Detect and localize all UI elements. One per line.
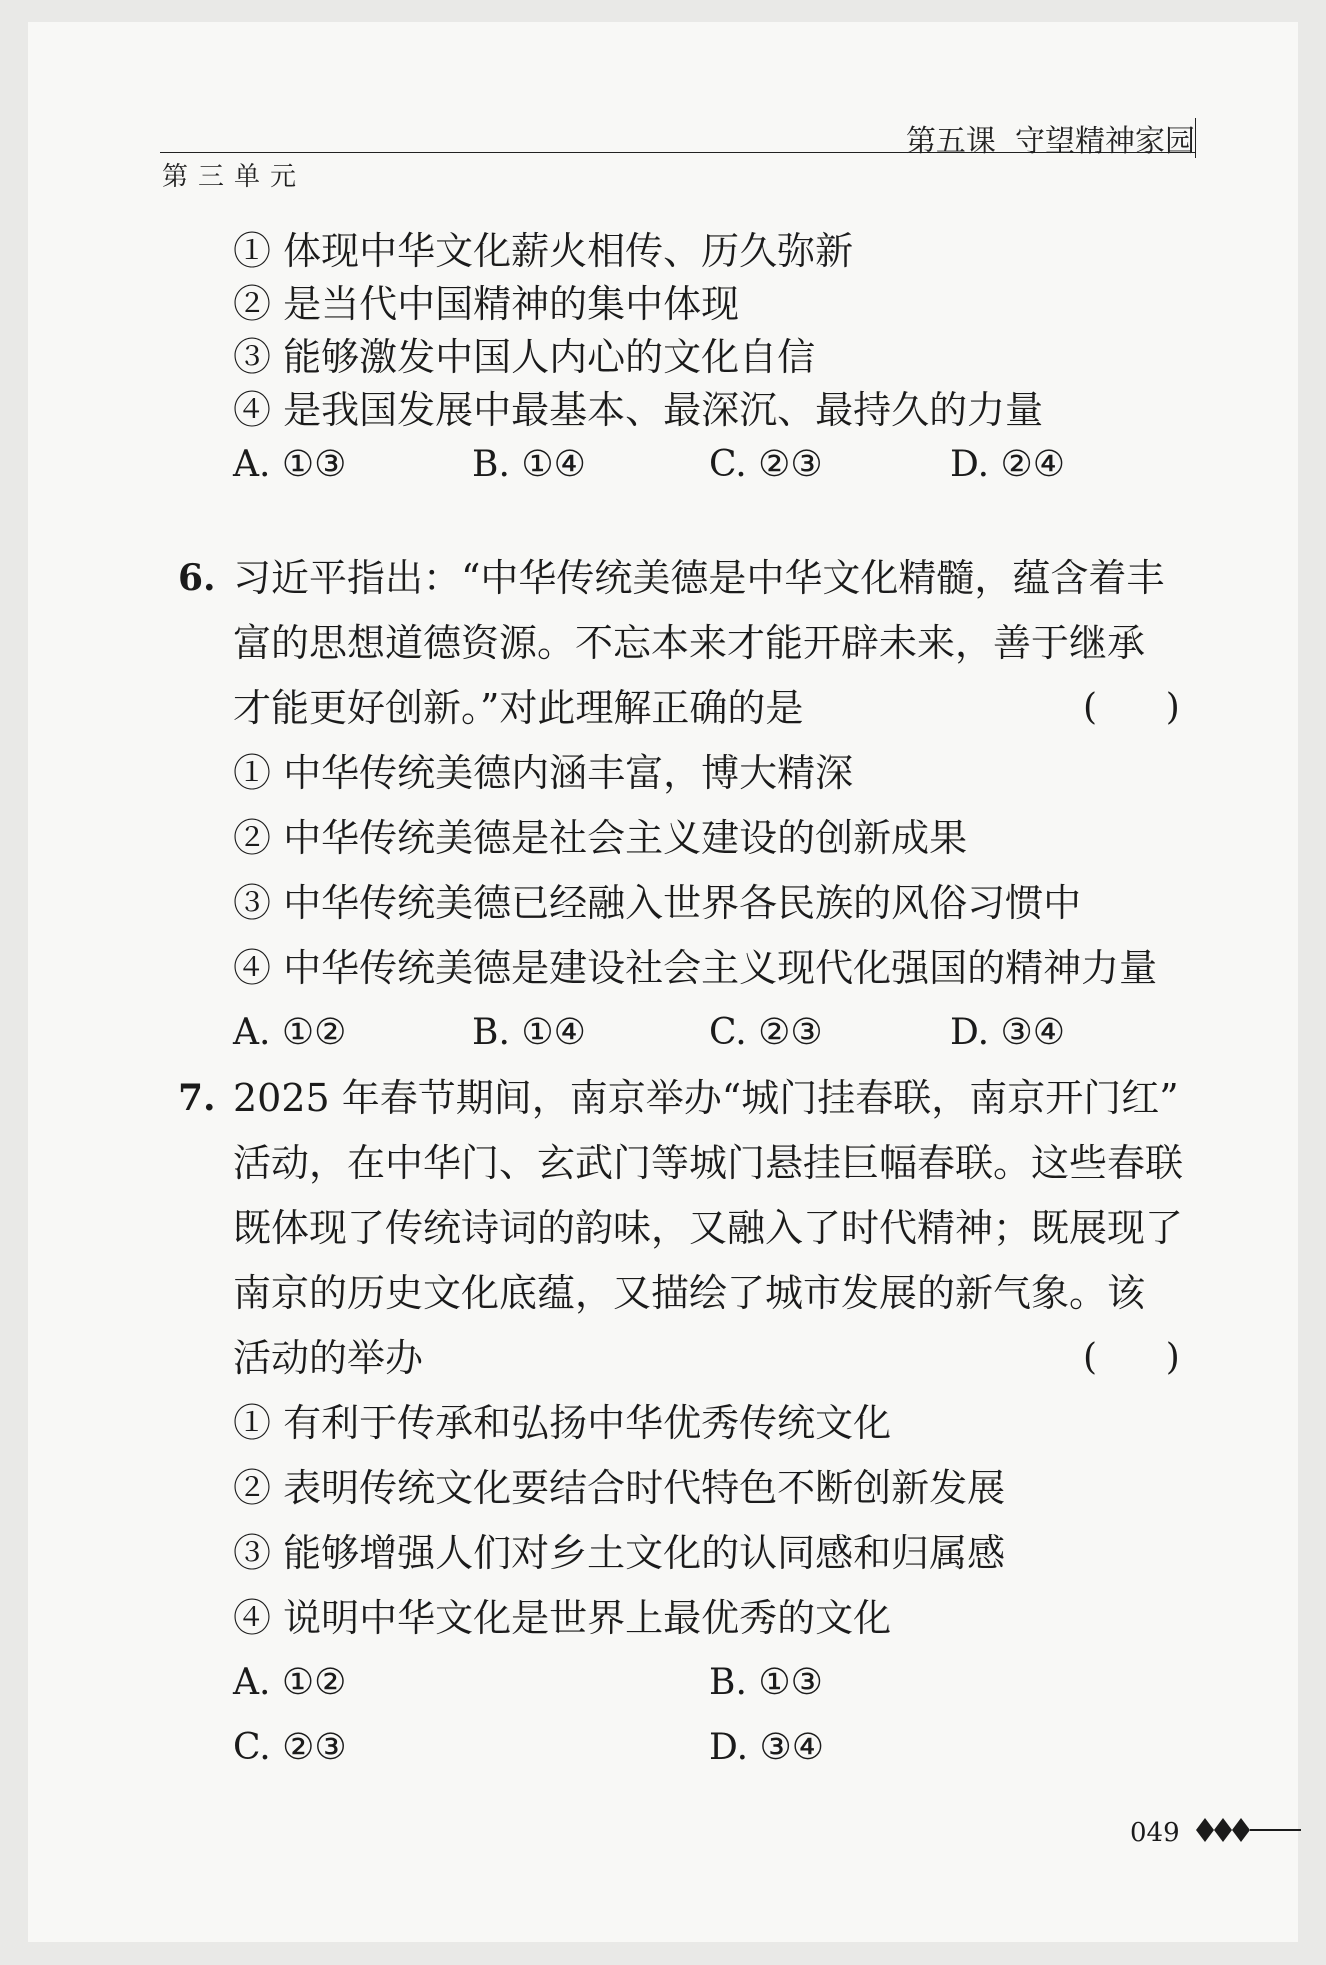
q7-statement: ③ 能够增强人们对乡土文化的认同感和归属感 [233,1531,1006,1575]
q6-option-c: C. ②③ [709,1012,823,1053]
q7-option-d: D. ③④ [709,1727,825,1768]
q7-stem-line: 2025 年春节期间，南京举办“城门挂春联，南京开门红” [233,1076,1179,1120]
q7-stem-line: 既体现了传统诗词的韵味，又融入了时代精神；既展现了 [233,1206,1184,1250]
unit-title: 第三单元 [162,162,307,192]
q5-statement: ③ 能够激发中国人内心的文化自信 [233,335,816,379]
q6-statement: ② 中华传统美德是社会主义建设的创新成果 [233,816,968,860]
q5-statement: ② 是当代中国精神的集中体现 [233,282,740,326]
q7-statement: ② 表明传统文化要结合时代特色不断创新发展 [233,1466,1006,1510]
q5-option-d: D. ②④ [950,444,1066,485]
q7-statement: ① 有利于传承和弘扬中华优秀传统文化 [233,1401,892,1445]
q7-option-b: B. ①③ [709,1662,823,1703]
q7-option-a: A. ①② [233,1662,347,1703]
q6-option-a: A. ①② [233,1012,347,1053]
header-divider [1195,118,1196,158]
lesson-title: 第五课 守望精神家园 [905,124,1195,159]
q5-statement: ① 体现中华文化薪火相传、历久弥新 [233,229,854,273]
diamond-ornament-icon [1196,1812,1301,1848]
q7-stem-line: 活动的举办 [233,1336,424,1380]
q6-answer-blank: ( ) [1083,687,1180,728]
q6-stem-line: 习近平指出：“中华传统美德是中华文化精髓，蕴含着丰 [233,556,1165,600]
q7-statement: ④ 说明中华文化是世界上最优秀的文化 [233,1596,892,1640]
q5-option-a: A. ①③ [233,444,347,485]
page-number: 049 [1130,1818,1180,1848]
q7-stem-line: 南京的历史文化底蕴，又描绘了城市发展的新气象。该 [233,1271,1146,1315]
q6-number: 6. [178,557,216,599]
q5-option-c: C. ②③ [709,444,823,485]
q6-option-b: B. ①④ [472,1012,586,1053]
q7-option-c: C. ②③ [233,1727,347,1768]
q6-statement: ③ 中华传统美德已经融入世界各民族的风俗习惯中 [233,881,1082,925]
q6-statement: ④ 中华传统美德是建设社会主义现代化强国的精神力量 [233,946,1158,990]
q5-statement: ④ 是我国发展中最基本、最深沉、最持久的力量 [233,388,1044,432]
q7-stem-line: 活动，在中华门、玄武门等城门悬挂巨幅春联。这些春联 [233,1141,1184,1185]
q6-option-d: D. ③④ [950,1012,1066,1053]
q6-statement: ① 中华传统美德内涵丰富，博大精深 [233,751,854,795]
q7-number: 7. [178,1077,216,1119]
q7-answer-blank: ( ) [1083,1337,1180,1378]
q5-option-b: B. ①④ [472,444,586,485]
q6-stem-line: 富的思想道德资源。不忘本来才能开辟未来，善于继承 [233,621,1146,665]
q6-stem-line: 才能更好创新。”对此理解正确的是 [233,686,804,730]
header-rule [160,152,1195,153]
